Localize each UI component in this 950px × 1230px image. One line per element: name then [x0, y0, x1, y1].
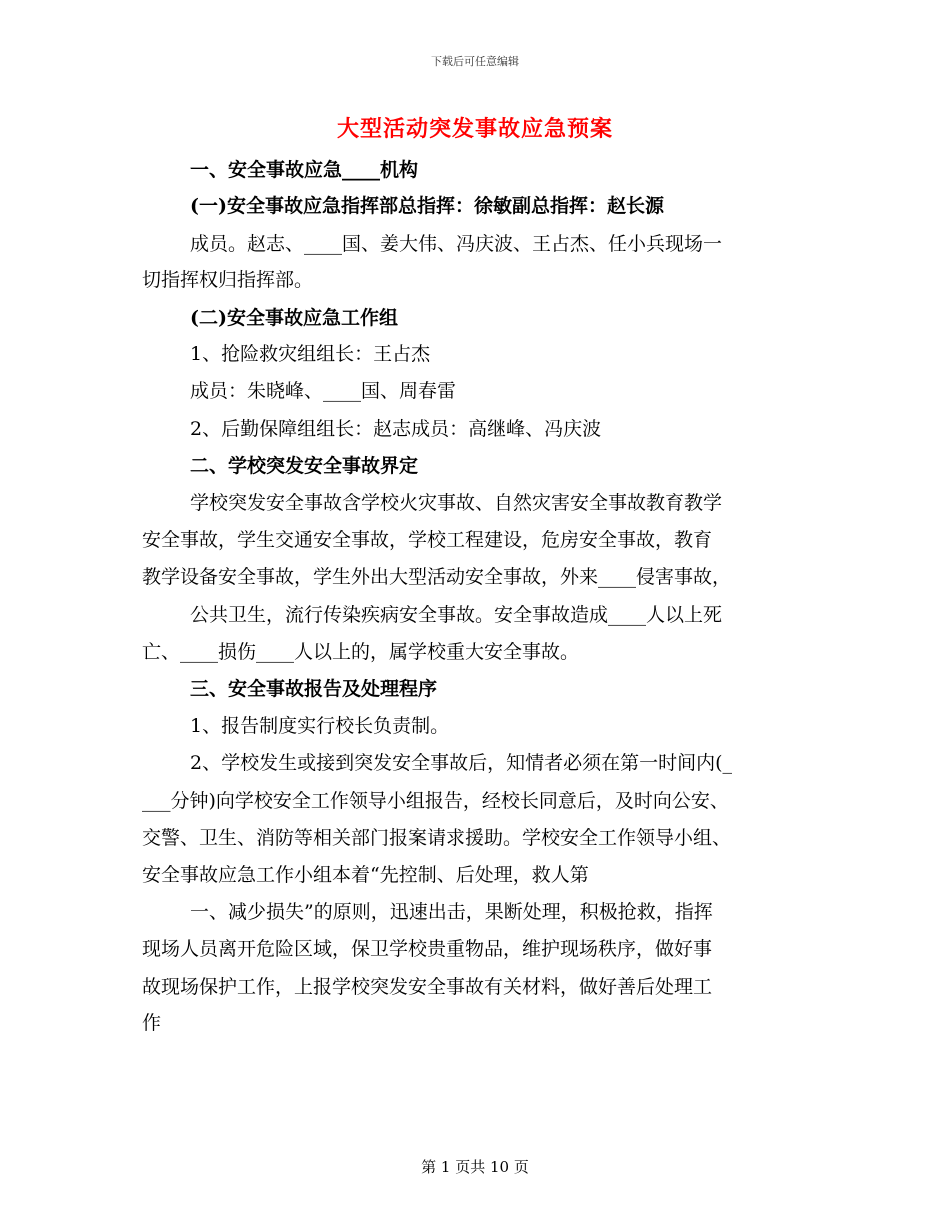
document-title: 大型活动突发事故应急预案 [336, 116, 613, 142]
paragraph-line: 成员。赵志、____国、姜大伟、冯庆波、王占杰、任小兵现场一 [190, 233, 723, 255]
header-note: 下载后可任意编辑 [431, 55, 519, 68]
paragraph-line: 教学设备安全事故，学生外出大型活动安全事故，外来____侵害事故， [142, 566, 732, 588]
paragraph-line: 1、报告制度实行校长负责制。 [190, 715, 450, 737]
paragraph-line: 切指挥权归指挥部。 [142, 269, 314, 291]
paragraph-line: ___分钟)向学校安全工作领导小组报告，经校长同意后，及时向公安、 [142, 790, 729, 812]
paragraph-line: 故现场保护工作，上报学校突发安全事故有关材料，做好善后处理工 [142, 976, 713, 998]
subsection-heading-2: (二)安全事故应急工作组 [190, 307, 398, 329]
paragraph-line: 一、减少损失”的原则，迅速出击，果断处理，积极抢救，指挥 [190, 901, 713, 923]
section-heading-2: 二、学校突发安全事故界定 [190, 455, 419, 477]
paragraph-line: 成员：朱晓峰、____国、周春雷 [190, 380, 457, 402]
paragraph-line: 1、抢险救灾组组长：王占杰 [190, 343, 431, 365]
paragraph-line: 学校突发安全事故含学校火灾事故、自然灾害安全事故教育教学 [190, 492, 723, 514]
section-heading-1: 一、安全事故应急____机构 [190, 159, 419, 181]
paragraph-line: 公共卫生，流行传染疾病安全事故。安全事故造成____人以上死 [190, 604, 723, 626]
paragraph-line: 作 [142, 1012, 162, 1034]
paragraph-line: 安全事故应急工作小组本着“先控制、后处理，救人第 [142, 864, 589, 886]
paragraph-line: 现场人员离开危险区域，保卫学校贵重物品，维护现场秩序，做好事 [142, 938, 713, 960]
page-number-footer: 第 1 页共 10 页 [421, 1158, 529, 1176]
paragraph-line: 2、后勤保障组组长：赵志成员：高继峰、冯庆波 [190, 418, 602, 440]
paragraph-line: 2、学校发生或接到突发安全事故后，知情者必须在第一时间内(_ [190, 752, 733, 774]
paragraph-line: 亡、____损伤____人以上的，属学校重大安全事故。 [142, 641, 580, 663]
paragraph-line: 安全事故，学生交通安全事故，学校工程建设，危房安全事故，教育 [142, 529, 713, 551]
subsection-heading-1: (一)安全事故应急指挥部总指挥：徐敏副总指挥：赵长源 [190, 195, 664, 217]
section-heading-3: 三、安全事故报告及处理程序 [190, 678, 438, 700]
paragraph-line: 交警、卫生、消防等相关部门报案请求援助。学校安全工作领导小组、 [142, 827, 732, 849]
